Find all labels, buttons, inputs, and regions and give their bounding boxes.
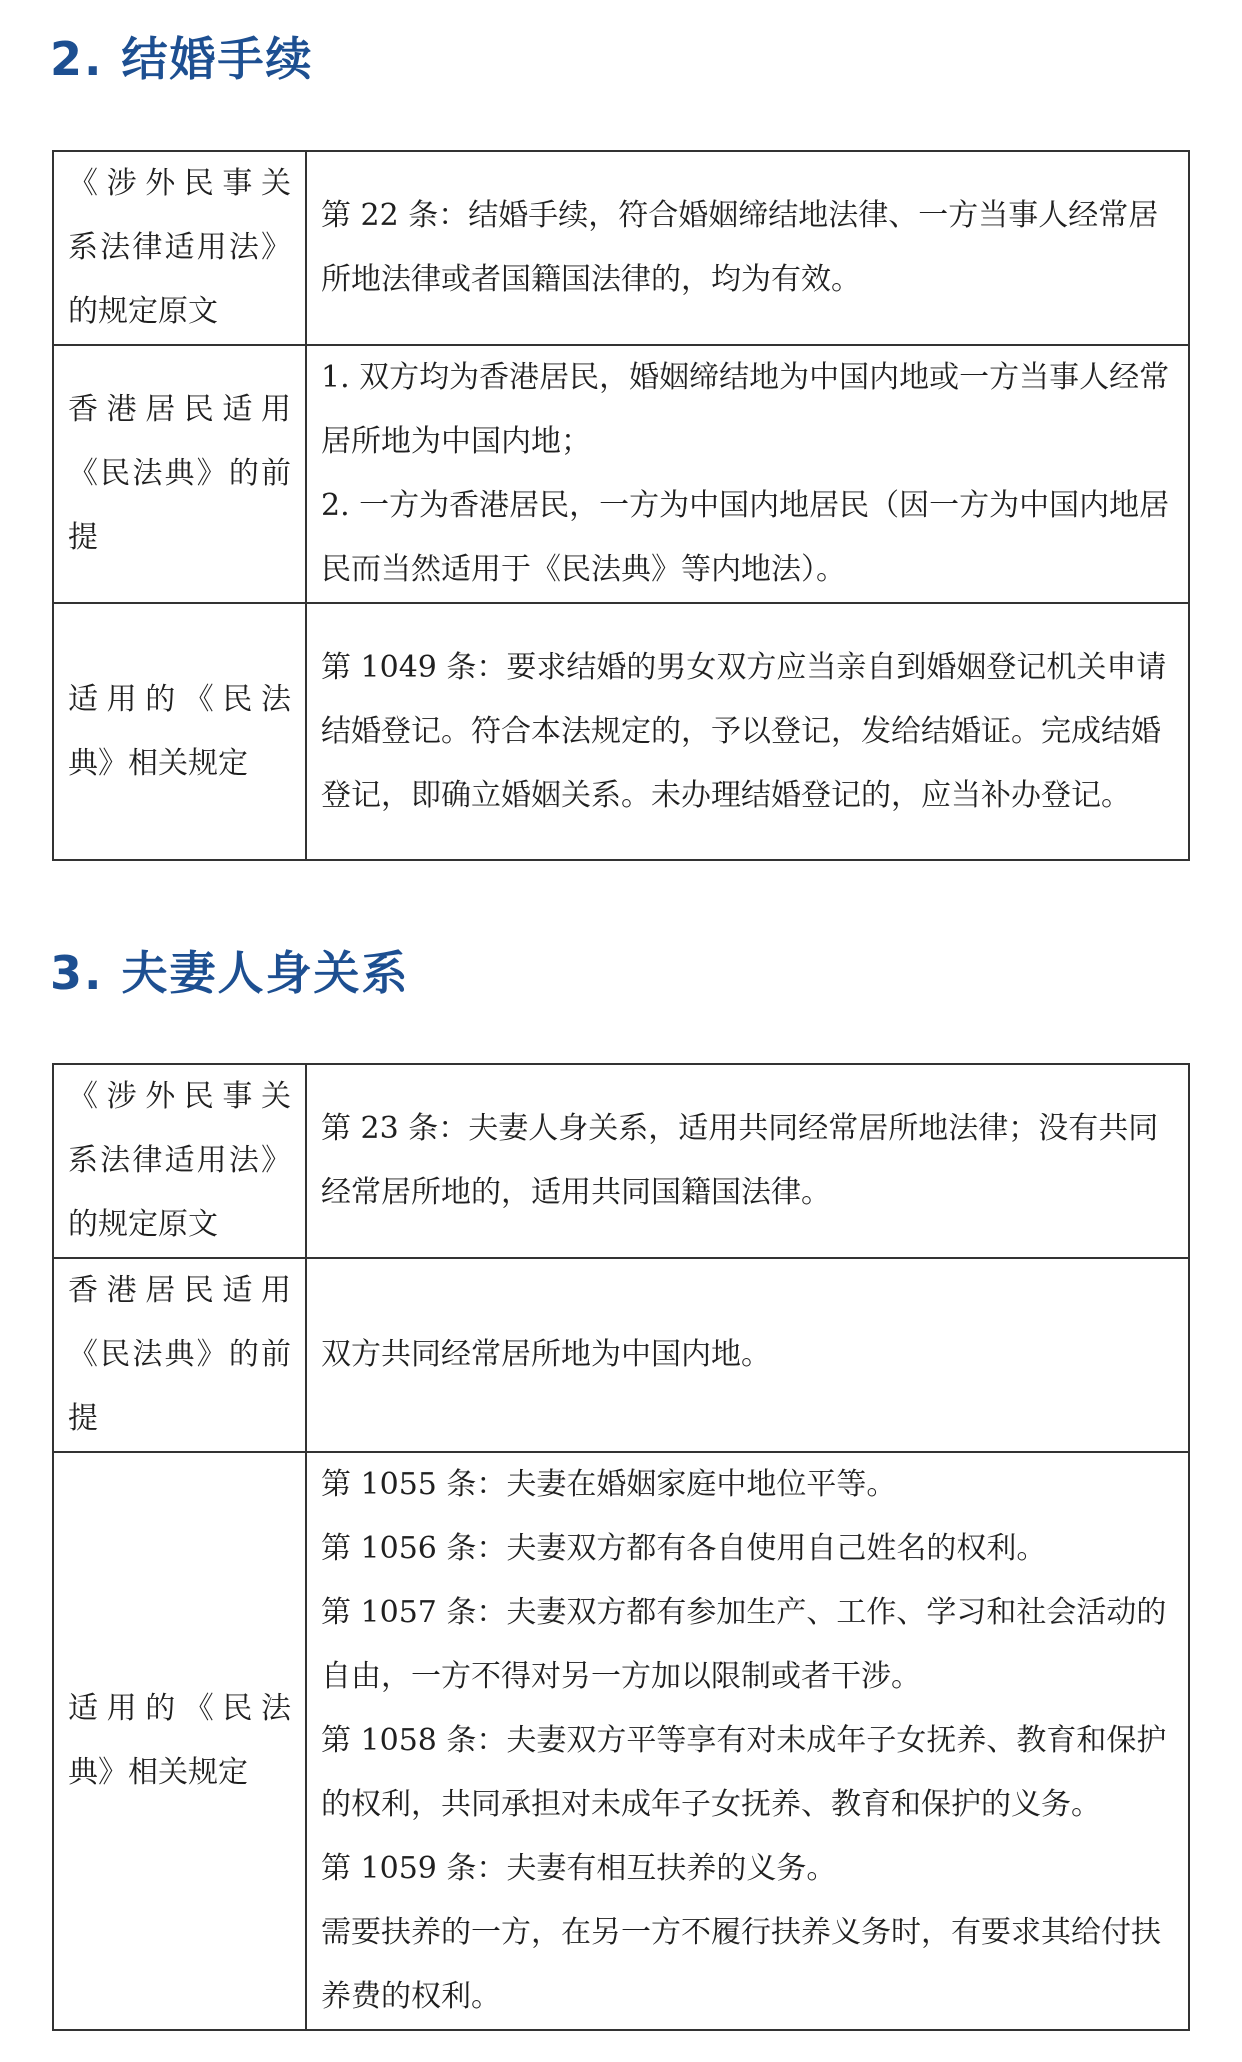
section-heading-marriage-procedure: 2. 结婚手续 — [50, 32, 314, 86]
label-line: 《民法典》的前 — [68, 1337, 291, 1372]
label-line: 香港居民适用 — [68, 392, 291, 427]
label-line: 系法律适用法》 — [68, 230, 291, 265]
table-row — [53, 1258, 1189, 1452]
row-label — [53, 603, 306, 860]
label-line: 《涉外民事关 — [68, 166, 291, 201]
label-line: 典》相关规定 — [68, 745, 248, 781]
row-content — [306, 151, 1189, 345]
content-paragraph: 1. 双方均为香港居民，婚姻缔结地为中国内地或一方当事人经常居所地为中国内地； — [321, 360, 1170, 459]
marriage-procedure-table — [52, 150, 1190, 861]
content-paragraph: 第 22 条：结婚手续，符合婚姻缔结地法律、一方当事人经常居所地法律或者国籍国法律的，均为有效。 — [321, 198, 1159, 297]
table-row — [53, 151, 1189, 345]
section-heading-spousal-relations: 3. 夫妻人身关系 — [50, 946, 410, 1000]
row-content — [306, 1452, 1189, 2030]
label-line: 适用的《民法 — [68, 1691, 291, 1726]
content-paragraph: 2. 一方为香港居民，一方为中国内地居民（因一方为中国内地居民而当然适用于《民法典》等内地法）。 — [321, 488, 1170, 587]
label-line: 的规定原文 — [68, 294, 218, 329]
content-paragraph: 第 1059 条：夫妻有相互扶养的义务。 — [321, 1851, 837, 1886]
content-paragraph: 第 23 条：夫妻人身关系，适用共同经常居所地法律；没有共同经常居所地的，适用共同国籍国法律。 — [321, 1111, 1159, 1210]
label-line: 《民法典》的前 — [68, 456, 291, 491]
row-content — [306, 345, 1189, 603]
table-row — [53, 603, 1189, 860]
content-paragraph: 双方共同经常居所地为中国内地。 — [321, 1337, 771, 1372]
table-row — [53, 1064, 1189, 1258]
label-line: 《涉外民事关 — [68, 1079, 291, 1114]
label-line: 系法律适用法》 — [68, 1143, 291, 1178]
content-paragraph: 第 1049 条：要求结婚的男女双方应当亲自到婚姻登记机关申请结婚登记。符合本法规定的，予以登记，发给结婚证。完成结婚登记，即确立婚姻关系。未办理结婚登记的，应当补办登记。 — [321, 649, 1167, 813]
label-line: 的规定原文 — [68, 1207, 218, 1242]
label-line: 提 — [68, 1401, 98, 1436]
row-label — [53, 1064, 306, 1258]
label-line: 香港居民适用 — [68, 1273, 291, 1308]
content-paragraph: 第 1056 条：夫妻双方都有各自使用自己姓名的权利。 — [321, 1531, 1047, 1566]
row-content — [306, 603, 1189, 860]
content-paragraph: 第 1055 条：夫妻在婚姻家庭中地位平等。 — [321, 1467, 897, 1502]
row-label — [53, 1452, 306, 2030]
table-row — [53, 1452, 1189, 2030]
content-paragraph: 第 1058 条：夫妻双方平等享有对未成年子女抚养、教育和保护的权利，共同承担对未成年子女抚养、教育和保护的义务。 — [321, 1723, 1167, 1822]
label-line: 提 — [68, 520, 98, 555]
row-content — [306, 1064, 1189, 1258]
row-label — [53, 345, 306, 603]
row-label — [53, 1258, 306, 1452]
content-paragraph: 需要扶养的一方，在另一方不履行扶养义务时，有要求其给付扶养费的权利。 — [321, 1915, 1161, 2014]
table-row — [53, 345, 1189, 603]
spousal-relations-table — [52, 1063, 1190, 2031]
label-line: 典》相关规定 — [68, 1755, 248, 1790]
row-content — [306, 1258, 1189, 1452]
label-line: 适用的《民法 — [68, 681, 291, 717]
row-label — [53, 151, 306, 345]
content-paragraph: 第 1057 条：夫妻双方都有参加生产、工作、学习和社会活动的自由，一方不得对另一方加以限制或者干涉。 — [321, 1595, 1167, 1694]
